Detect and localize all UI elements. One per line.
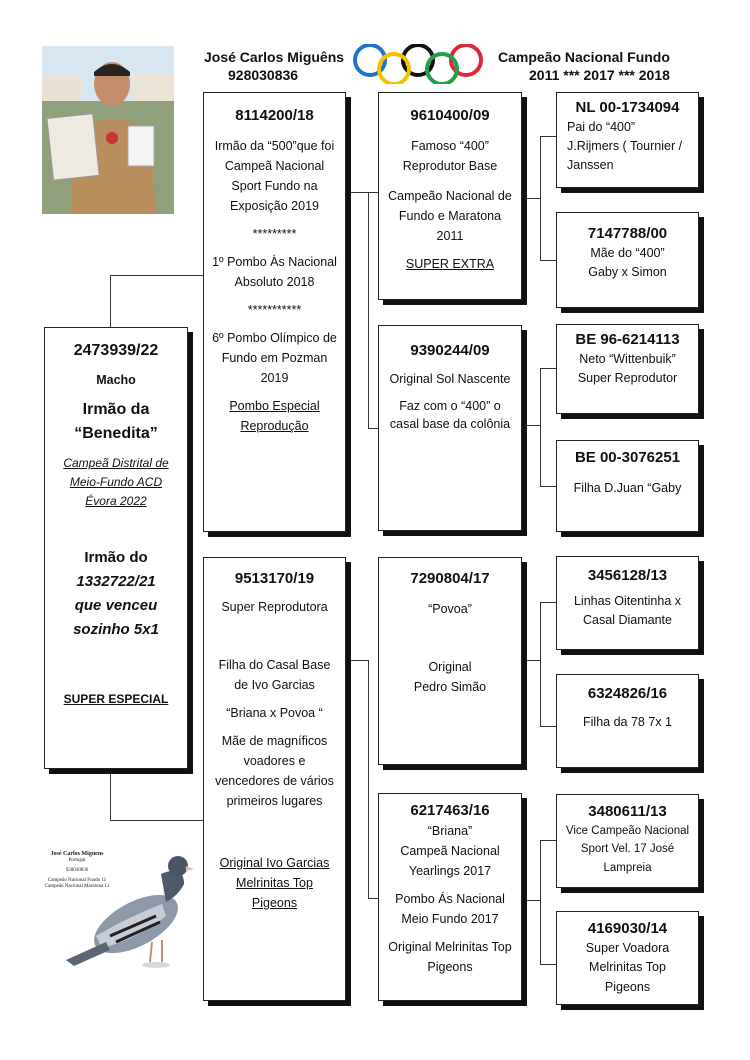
ssd-text: Mãe do “400” Gaby x Simon bbox=[588, 246, 667, 279]
pigeon-card bbox=[44, 844, 194, 970]
sds-text: Neto “Wittenbuik” Super Reprodutor bbox=[577, 352, 678, 385]
connector bbox=[540, 486, 556, 487]
pigeon-card-line2: Campeão Nacional Maratona 11 bbox=[44, 884, 110, 890]
dam-text: Mãe de magníficos voadores e vencedores de vários primeiros lugares bbox=[215, 734, 334, 808]
connector bbox=[368, 192, 369, 428]
connector bbox=[540, 602, 556, 603]
sdd-text: Filha D.Juan “Gaby bbox=[573, 481, 682, 495]
main-brother-prefix: Irmão do bbox=[84, 549, 148, 567]
sire-text: 1º Pombo Às Nacional Absoluto 2018 bbox=[212, 255, 337, 289]
connector bbox=[540, 964, 556, 965]
dam-text: Filha do Casal Base de Ivo Garcias bbox=[218, 658, 331, 692]
connector bbox=[368, 428, 378, 429]
ddd-card bbox=[556, 911, 699, 1005]
sire-card bbox=[203, 92, 346, 532]
dds-ring: 3480611/13 bbox=[588, 803, 667, 820]
dam-text: Super Reprodutora bbox=[221, 600, 328, 614]
sds-ring: BE 96-6214113 bbox=[575, 331, 680, 348]
sire-footer: Pombo Especial Reprodução bbox=[229, 399, 320, 433]
olympic-rings-icon bbox=[348, 44, 488, 84]
owner-photo bbox=[42, 46, 174, 214]
dss-text: Linhas Oitentinha x Casal Diamante bbox=[573, 594, 681, 628]
connector bbox=[368, 660, 369, 898]
dss-card bbox=[556, 556, 699, 650]
dds-text: Vice Campeão Nacional Sport Vel. 17 José Lampreia bbox=[565, 825, 690, 874]
sdd-card bbox=[556, 440, 699, 532]
sire-text: *********** bbox=[247, 303, 302, 317]
ss-card bbox=[378, 92, 522, 300]
ss-footer: SUPER EXTRA bbox=[405, 257, 495, 271]
main-brother-of: Irmão da “Benedita” bbox=[74, 401, 158, 443]
ssd-card bbox=[556, 212, 699, 308]
ds-text: “Povoa” bbox=[428, 602, 472, 616]
sss-ring: NL 00-1734094 bbox=[575, 99, 680, 116]
dds-card bbox=[556, 794, 699, 888]
pigeon-icon bbox=[66, 844, 194, 970]
ds-ring: 7290804/17 bbox=[410, 570, 490, 587]
champion-title: Campeão Nacional Fundo bbox=[498, 49, 670, 65]
connector bbox=[368, 192, 378, 193]
sd-card bbox=[378, 325, 522, 531]
champion-years: 2011 *** 2017 *** 2018 bbox=[529, 67, 670, 84]
connector bbox=[540, 726, 556, 727]
connector bbox=[346, 192, 368, 193]
dam-footer: Original Ivo Garcias Melrinitas Top Pigeons bbox=[219, 856, 330, 910]
dd-ring: 6217463/16 bbox=[410, 802, 490, 819]
main-brother-suffix: que venceu sozinho 5x1 bbox=[73, 597, 159, 639]
main-brother-ring: 1332722/21 bbox=[76, 573, 156, 591]
dd-text: Original Melrinitas Top Pigeons bbox=[388, 940, 512, 974]
sire-text: 6º Pombo Olímpico de Fundo em Pozman 2019 bbox=[212, 331, 337, 385]
ss-ring: 9610400/09 bbox=[410, 107, 490, 124]
dsd-ring: 6324826/16 bbox=[587, 685, 668, 702]
connector bbox=[540, 840, 541, 964]
main-bird-card bbox=[44, 327, 188, 769]
sire-text: ********* bbox=[252, 227, 297, 241]
sire-ring: 8114200/18 bbox=[235, 107, 314, 124]
main-benedita-title: Campeã Distrital de Meio-Fundo ACD Évora 2022 bbox=[63, 456, 169, 508]
dam-card bbox=[203, 557, 346, 1001]
dsd-text: Filha da 78 7x 1 bbox=[583, 715, 672, 729]
ss-text: Campeão Nacional de Fundo e Maratona 2011 bbox=[388, 189, 512, 243]
ddd-ring: 4169030/14 bbox=[587, 920, 668, 937]
connector bbox=[540, 136, 541, 260]
sss-card bbox=[556, 92, 699, 188]
connector bbox=[110, 275, 203, 276]
dam-ring: 9513170/19 bbox=[234, 570, 315, 587]
connector bbox=[522, 900, 540, 901]
dd-card bbox=[378, 793, 522, 1001]
owner-block bbox=[204, 48, 344, 84]
connector bbox=[346, 660, 368, 661]
connector bbox=[368, 898, 378, 899]
sd-text: Original Sol Nascente bbox=[389, 372, 511, 386]
connector bbox=[522, 425, 540, 426]
sd-text: Faz com o “400” o casal base da colônia bbox=[389, 399, 511, 432]
connector bbox=[540, 136, 556, 137]
pigeon-card-phone: 928030836 bbox=[65, 867, 89, 873]
dss-ring: 3456128/13 bbox=[587, 567, 668, 584]
sire-text: Irmão da “500”que foi Campeã Nacional Sport Fundo na Exposição 2019 bbox=[214, 139, 335, 213]
connector bbox=[110, 275, 111, 327]
dsd-card bbox=[556, 674, 699, 768]
title-block bbox=[498, 48, 670, 84]
pigeon-card-line1: Campeão Nacional Fundo 11 bbox=[47, 877, 107, 883]
ssd-ring: 7147788/00 bbox=[587, 225, 668, 242]
dd-text: “Briana” Campeã Nacional Yearlings 2017 bbox=[400, 824, 500, 878]
pigeon-card-name: José Carlos Miguens bbox=[50, 851, 104, 857]
ddd-text: Super Voadora Melrinitas Top Pigeons bbox=[585, 941, 670, 994]
connector bbox=[110, 772, 111, 820]
ds-card bbox=[378, 557, 522, 765]
sss-text: Pai do “400” J.Rijmers ( Tournier / Janssen bbox=[567, 120, 683, 172]
main-sex: Macho bbox=[96, 373, 136, 388]
connector bbox=[540, 602, 541, 726]
connector bbox=[110, 820, 203, 821]
connector bbox=[540, 840, 556, 841]
connector bbox=[522, 198, 540, 199]
main-grade: SUPER ESPECIAL bbox=[63, 692, 169, 707]
dd-text: Pombo Ás Nacional Meio Fundo 2017 bbox=[395, 892, 505, 926]
connector bbox=[540, 368, 541, 486]
connector bbox=[540, 260, 556, 261]
sd-ring: 9390244/09 bbox=[410, 342, 490, 359]
sdd-ring: BE 00-3076251 bbox=[574, 449, 681, 466]
owner-phone: 928030836 bbox=[228, 67, 299, 84]
pigeon-card-sub: Portugal bbox=[68, 858, 86, 864]
sds-card bbox=[556, 324, 699, 414]
dam-text: “Briana x Povoa “ bbox=[226, 706, 323, 720]
connector bbox=[522, 660, 540, 661]
connector bbox=[540, 368, 556, 369]
ds-text: Original Pedro Simão bbox=[413, 660, 487, 694]
ss-text: Famoso “400” Reprodutor Base bbox=[402, 139, 498, 173]
owner-name: José Carlos Miguêns bbox=[204, 49, 345, 65]
main-ring: 2473939/22 bbox=[73, 342, 159, 359]
